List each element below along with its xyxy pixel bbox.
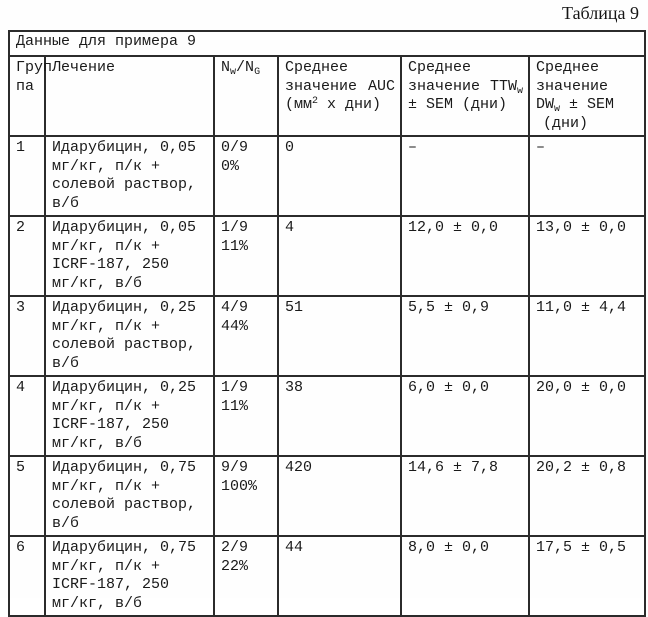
cell-ttw: 12,0 ± 0,0 [401,216,529,296]
col-header-treatment: Лечение [45,56,214,136]
table-row [9,456,645,536]
cell-auc: 0 [278,136,401,216]
cell-ratio: 4/9 44% [214,296,278,376]
cell-ttw: 14,6 ± 7,8 [401,456,529,536]
dw-base: DW [536,96,555,113]
table-caption: Данные для примера 9 [9,31,645,56]
auc-units-open: (мм [285,96,313,113]
ratio-sub-g: G [254,67,261,78]
cell-group: 3 [9,296,45,376]
ratio-n1: N [221,59,231,76]
dw-subscript: w [554,104,561,115]
table-caption-row [9,31,645,56]
auc-header-line2 [285,78,395,97]
cell-treatment: Идарубицин, 0,05 мг/кг, п/к + солевой раствор, в/б [45,136,214,216]
auc-header-unit: AUC [367,77,395,95]
cell-dw: 20,0 ± 0,0 [529,376,645,456]
auc-header-word: значение [285,77,358,95]
table-row [9,536,645,616]
auc-units-rest: х дни) [318,96,382,113]
col-header-ratio [214,56,278,136]
col-header-ttw [401,56,529,136]
cell-group: 2 [9,216,45,296]
ratio-sub-w: w [230,67,237,78]
table-row [9,216,645,296]
cell-dw: 13,0 ± 0,0 [529,216,645,296]
ttw-header-line3: ± SEM (дни) [408,96,508,113]
dw-header-line3 [536,96,639,115]
cell-auc: 44 [278,536,401,616]
ratio-slash: / [236,59,246,76]
ttw-header-word: значение [408,77,481,95]
cell-ttw: 5,5 ± 0,9 [401,296,529,376]
cell-ratio: 9/9 100% [214,456,278,536]
cell-group: 4 [9,376,45,456]
auc-header-line1: Среднее [285,59,349,76]
cell-auc: 51 [278,296,401,376]
dw-header-line2: значение [536,77,609,95]
table-row [9,136,645,216]
cell-auc: 38 [278,376,401,456]
ttw-subscript: w [516,85,523,97]
ttw-header-line2 [408,78,523,97]
auc-header-line3 [285,96,395,115]
cell-dw: 20,2 ± 0,8 [529,456,645,536]
cell-ttw: 6,0 ± 0,0 [401,376,529,456]
cell-group: 6 [9,536,45,616]
table-header-row [9,56,645,136]
ttw-base: TTW [489,77,517,95]
cell-group: 1 [9,136,45,216]
table-row [9,376,645,456]
cell-treatment: Идарубицин, 0,25 мг/кг, п/к + ICRF-187, 250 мг/кг, в/б [45,376,214,456]
cell-dw: – [529,136,645,216]
cell-dw: 11,0 ± 4,4 [529,296,645,376]
cell-treatment: Идарубицин, 0,25 мг/кг, п/к + солевой раствор, в/б [45,296,214,376]
table-number-label: Таблица 9 [562,3,639,23]
cell-treatment: Идарубицин, 0,05 мг/кг, п/к + ICRF-187, 250 мг/кг, в/б [45,216,214,296]
data-table [8,30,646,617]
cell-dw: 17,5 ± 0,5 [529,536,645,616]
cell-ttw: – [401,136,529,216]
table-row [9,296,645,376]
cell-ratio: 1/9 11% [214,376,278,456]
cell-ratio: 0/9 0% [214,136,278,216]
ratio-n2: N [245,59,255,76]
col-header-group: Груп па [9,56,45,136]
dw-header-line4: (дни) [543,114,589,132]
cell-treatment: Идарубицин, 0,75 мг/кг, п/к + солевой раствор, в/б [45,456,214,536]
cell-treatment: Идарубицин, 0,75 мг/кг, п/к + ICRF-187, 250 мг/кг, в/б [45,536,214,616]
col-header-dw [529,56,645,136]
auc-superscript: 2 [312,96,319,107]
cell-auc: 420 [278,456,401,536]
ttw-header-line1: Среднее [408,59,472,76]
col-header-auc [278,56,401,136]
cell-ratio: 2/9 22% [214,536,278,616]
dw-header-line1: Среднее [536,59,600,76]
dw-sem: ± SEM [560,96,615,113]
cell-auc: 4 [278,216,401,296]
cell-ttw: 8,0 ± 0,0 [401,536,529,616]
cell-ratio: 1/9 11% [214,216,278,296]
ttw-header-symbol [490,78,523,97]
cell-group: 5 [9,456,45,536]
